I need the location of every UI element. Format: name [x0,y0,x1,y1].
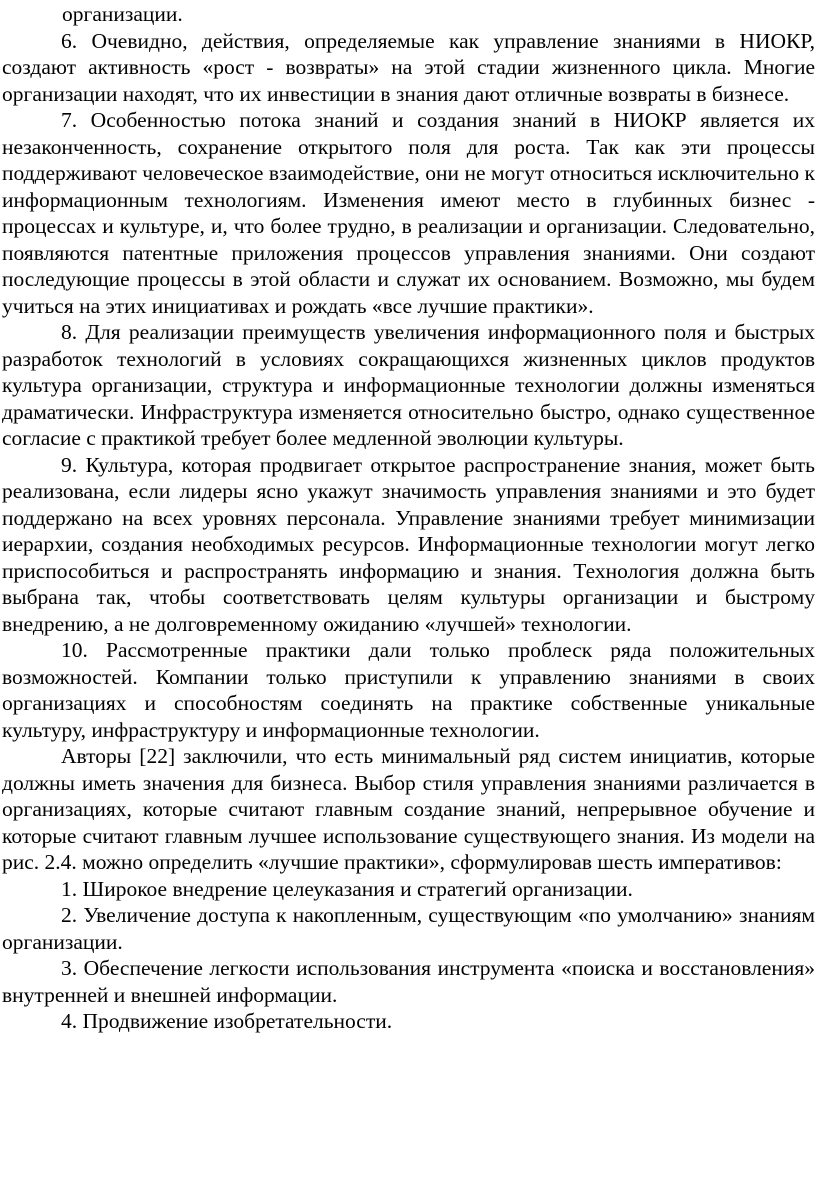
paragraph-6: 6. Очевидно, действия, определяемые как управление знаниями в НИОКР, создают активность «рост - возвраты» на этой стадии жизненного цикла. Многие организации находят, что их инвестиции в знания дают отличные возвраты в бизнесе. [2,28,815,106]
paragraph-9: 9. Культура, которая продвигает открытое распространение знания, может быть реализована, если лидеры ясно укажут значимость управления знаниями и это будет поддержано на всех уровнях персонала. Управление знаниями требует минимизации иерархии, создания необходимых ресурсов. Информационные технологии могут легко приспособиться и распространять информацию и знания. Технология должна быть выбрана так, чтобы соответствовать целям культуры организации и быстрому внедрению, а не долговременному ожиданию «лучшей» технологии. [2,452,815,636]
paragraph-authors: Авторы [22] заключили, что есть минимальный ряд систем инициатив, которые должны иметь значения для бизнеса. Выбор стиля управления знаниями различается в организациях, которые считают главным создание знаний, непрерывное обучение и которые считают главным лучшее использование существующего знания. Из модели на рис. 2.4. можно определить «лучшие практики», сформулировав шесть императивов: [2,744,815,874]
imperative-1: 1. Широкое внедрение целеуказания и стратегий организации. [61,876,633,901]
imperative-3: 3. Обеспечение легкости использования инструмента «поиска и восстановления» внутренней и внешней информации. [2,956,815,1007]
imperative-2: 2. Увеличение доступа к накопленным, существующим «по умолчанию» знаниям организации. [2,903,815,954]
continuation-line: организации. [62,2,183,26]
paragraph-8: 8. Для реализации преимуществ увеличения информационного поля и быстрых разработок технологий в условиях сокращающихся жизненных циклов продуктов культура организации, структура и информационные технологии должны изменяться драматически. Инфраструктура изменяется относительно быстро, однако существенное согласие с практикой требует более медленной эволюции культуры. [2,320,815,450]
paragraph-7: 7. Особенностью потока знаний и создания знаний в НИОКР является их незаконченность, сохранение открытого поля для роста. Так как эти процессы поддерживают человеческое взаимодействие, они не могут относиться исключительно к информационным технологиям. Изменения имеют место в глубинных бизнес - процессах и культуре, и, что более трудно, в реализации и организации. Следовательно, появляются патентные приложения процессов управления знаниями. Они создают последующие процессы в этой области и служат их основанием. Возможно, мы будем учиться на этих инициативах и рождать «все лучшие практики». [2,108,815,318]
imperative-4: 4. Продвижение изобретательности. [61,1009,393,1033]
paragraph-10: 10. Рассмотренные практики дали только проблеск ряда положительных возможностей. Компании только приступили к управлению знаниями в своих организациях и способностям соединять на практике собственные уникальные культуру, инфраструктуру и информационные технологии. [2,638,815,742]
document-body [2,1,815,1035]
